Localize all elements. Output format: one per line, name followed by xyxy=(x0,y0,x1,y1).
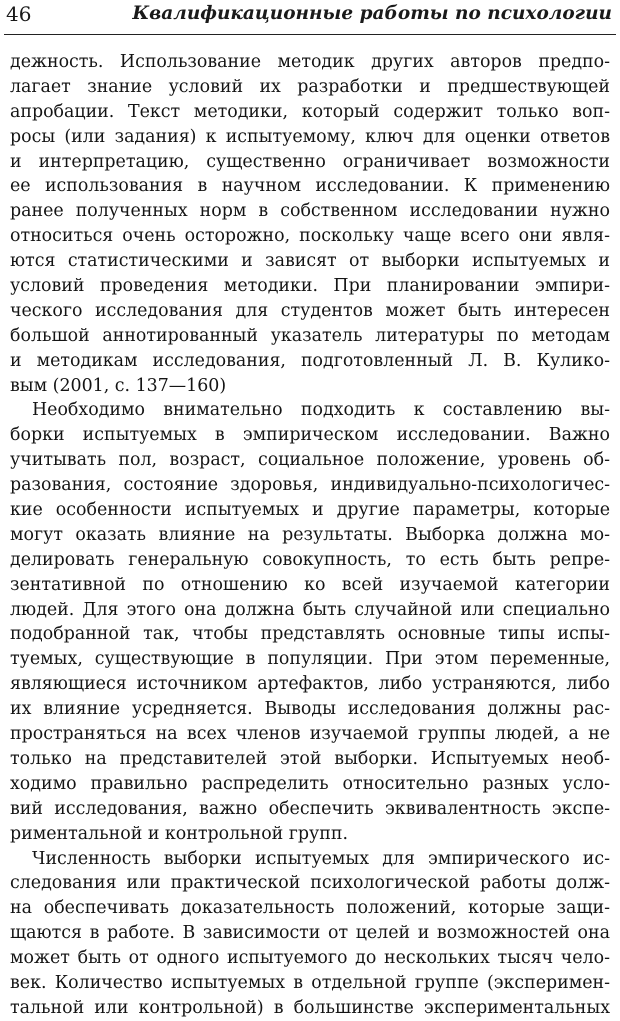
paragraph-2 xyxy=(10,398,610,846)
text-line: может быть от одного испытуемого до нескольких тысяч чело- xyxy=(10,948,610,969)
text-line: являющиеся источником артефактов, либо устраняются, либо xyxy=(10,674,610,695)
text-line: ются статистическими и зависят от выборки испытуемых и xyxy=(10,251,610,272)
text-line: их влияние усредняется. Выводы исследования должны рас- xyxy=(10,699,610,720)
text-line: борки испытуемых в эмпирическом исследовании. Важно xyxy=(10,425,610,446)
text-line: и интерпретацию, существенно ограничивает возможности xyxy=(10,151,610,172)
running-title: Квалификационные работы по психологии xyxy=(132,3,612,24)
text-line: относиться очень осторожно, поскольку чаще всего они явля- xyxy=(10,226,610,247)
text-line: ранее полученных норм в собственном исследовании нужно xyxy=(10,201,610,222)
text-line: подобранной так, чтобы представлять основные типы испы- xyxy=(10,624,610,645)
text-line: разования, состояние здоровья, индивидуально-психологичес- xyxy=(10,475,610,496)
text-line: вым (2001, с. 137—160) xyxy=(10,375,227,396)
text-line: вий исследования, важно обеспечить эквивалентность экспе- xyxy=(10,798,610,819)
text-line: росы (или задания) к испытуемому, ключ для оценки ответов xyxy=(10,126,610,147)
text-line: следования или практической психологической работы долж- xyxy=(10,873,610,894)
paragraph-1 xyxy=(10,50,610,398)
text-line: ческого исследования для студентов может быть интересен xyxy=(10,300,610,321)
text-line: щаются в работе. В зависимости от целей и возможностей она xyxy=(10,923,610,944)
text-line: ходимо правильно распределить относительно разных усло- xyxy=(10,773,610,794)
text-line: большой аннотированный указатель литературы по методам xyxy=(10,325,610,346)
text-line: апробации. Текст методики, который содержит только воп- xyxy=(10,101,610,122)
text-line: риментальной и контрольной групп. xyxy=(10,823,348,844)
text-line: дежность. Использование методик других авторов предпо- xyxy=(10,52,610,72)
text-line: людей. Для этого она должна быть случайной или специально xyxy=(10,599,610,620)
text-line: учитывать пол, возраст, социальное положение, уровень об- xyxy=(10,450,610,471)
text-line: лагает знание условий их разработки и предшествующей xyxy=(10,76,610,97)
text-line: делировать генеральную совокупность, то есть быть репре- xyxy=(10,549,610,570)
page-number: 46 xyxy=(6,2,32,26)
text-line: туемых, существующие в популяции. При этом переменные, xyxy=(10,649,610,670)
text-line: зентативной по отношению ко всей изучаемой категории xyxy=(10,574,610,595)
text-line: пространяться на всех членов изучаемой группы людей, а не xyxy=(10,724,610,745)
text-line: и методикам исследования, подготовленный Л. В. Кулико- xyxy=(10,350,610,371)
page-header xyxy=(4,0,616,35)
text-line: только на представителей этой выборки. Испытуемых необ- xyxy=(10,748,610,769)
text-line: на обеспечивать доказательность положений, которые защи- xyxy=(10,898,610,919)
text-line: Необходимо внимательно подходить к составлению вы- xyxy=(32,400,610,421)
text-line: кие особенности испытуемых и другие параметры, которые xyxy=(10,500,610,521)
text-line: условий проведения методики. При планировании эмпири- xyxy=(10,276,610,297)
text-line: Численность выборки испытуемых для эмпирического ис- xyxy=(32,848,610,869)
text-line: тальной или контрольной) в большинстве экспериментальных xyxy=(10,997,610,1018)
body-text xyxy=(10,50,610,1021)
text-line: ее использования в научном исследовании. К применению xyxy=(10,176,610,197)
text-line: могут оказать влияние на результаты. Выборка должна мо- xyxy=(10,524,610,545)
text-line: век. Количество испытуемых в отдельной группе (эксперимен- xyxy=(10,972,610,993)
paragraph-3 xyxy=(10,847,610,1021)
